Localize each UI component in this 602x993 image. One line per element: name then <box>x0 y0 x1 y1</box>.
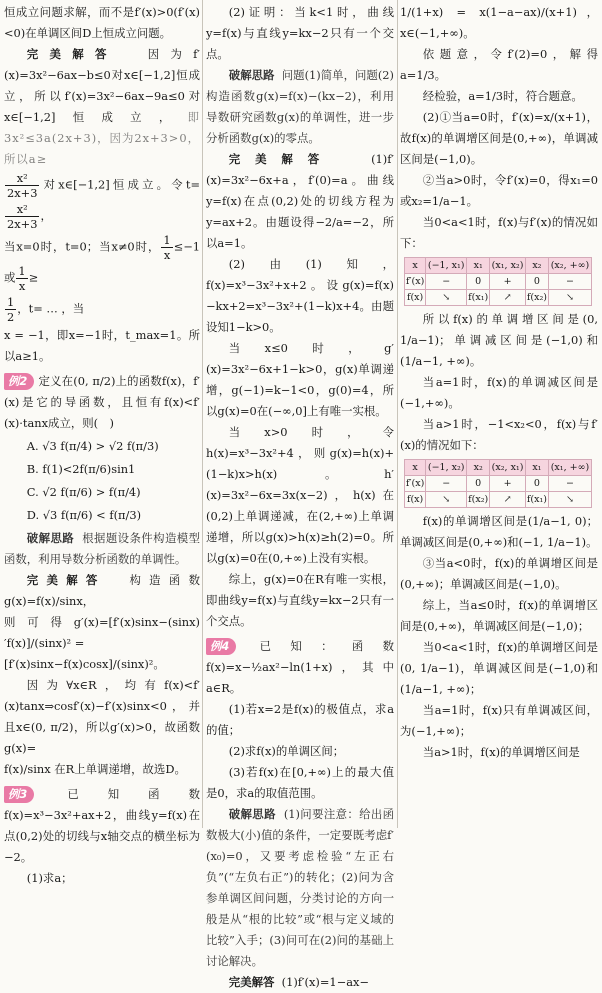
paragraph: $\frac{\text{x²}}{2x+3}$ 对x∈[−1,2]恒成立。令t= $\frac{\text{x²}}{2x+3}$ ， <box>7 171 200 231</box>
text: 对x∈[−1,2]恒成立。令t= <box>40 177 200 192</box>
table-row: f′(x) − 0 + 0 − <box>405 274 592 290</box>
approach-paragraph: 破解思路 问题(1)简单，问题(2)构造函数g(x)=f(x)−(kx−2)，利用导数研究函数g(x)的单调性，进一步分析函数g(x)的零点。 <box>206 68 394 145</box>
paragraph: 当a>1时，f(x)的单调增区间是 <box>422 745 580 759</box>
question: (1)若x=2是f(x)的极值点，求a的值； <box>206 702 394 737</box>
column-right <box>400 2 598 826</box>
paragraph: 1/(1+x) = x(1−a−ax)/(x+1)，x∈(−1,+∞)。 <box>400 5 598 40</box>
table-row: f′(x) − 0 + 0 − <box>405 476 592 492</box>
sign-table-2 <box>404 459 592 508</box>
paragraph: ②当a>0时，令f′(x)=0，得x₁=0或x₂=1/a−1。 <box>400 173 598 208</box>
paragraph: 当a=1时，f(x)的单调减区间是(−1,+∞)。 <box>400 375 598 410</box>
example-3-stem: 例3 已知函数f(x)=x³−3x²+ax+2，曲线y=f(x)在点(0,2)处的切线与x轴交点的横坐标为−2。 <box>4 787 200 864</box>
solution-heading: 完美解答 <box>26 47 118 61</box>
table-row: f(x) ↘ f(x₁) ↗ f(x₂) ↘ <box>405 290 592 306</box>
paragraph: 综上，g(x)=0在R有唯一实根，即曲线y=f(x)与直线y=kx−2只有一个交点。 <box>206 572 394 628</box>
paragraph: 当x>0时，令h(x)=x³−3x²+4，则g(x)=h(x)+(1−k)x>h(x)。h′(x)=3x²−6x=3x(x−2)，h(x)在(0,2)上单调递减，在(2,+∞)上单调递增，所以g(x)>h(x)≥h(2)=0。所以g(x)=0在(0,+∞)上没有实根。 <box>206 425 394 565</box>
solution-paragraph <box>4 44 200 170</box>
example-badge: 例4 <box>206 638 236 655</box>
example-badge: 例2 <box>4 373 34 390</box>
paragraph: $\frac{1}{2}$ ，t= … ，当 <box>7 295 85 324</box>
paragraph: f(x)/sinx 在R上单调递增，故选D。 <box>4 762 186 776</box>
table-row: f(x) ↘ f(x₂) ↗ f(x₁) ↘ <box>405 492 592 508</box>
paragraph: 当0<a<1时，f(x)的单调增区间是(0, 1/a−1)，单调减区间是(−1,0)和(1/a−1, +∞)； <box>400 640 598 696</box>
fraction: $\frac{\text{x²}}{2x+3}$ <box>7 202 38 231</box>
paragraph: 恒成立问题求解，而不是f′(x)>0(f′(x)<0)在单调区间D上恒成立问题。 <box>4 5 200 40</box>
paragraph: 则可得g′(x)=[f′(x)sinx−(sinx)′f(x)]/(sinx)² = <box>4 615 200 650</box>
paragraph: ③当a<0时，f(x)的单调增区间是(0,+∞)；单调减区间是(−1,0)。 <box>400 556 598 591</box>
paragraph: 当x≤0时，g′(x)=3x²−6x+1−k>0，g(x)单调递增，g(−1)=k−1<0，g(0)=4，所以g(x)=0在(−∞,0]上有唯一实根。 <box>206 341 394 418</box>
solution-text: 因为f′(x)=3x²−6ax−b≤0对x∈[−1,2]恒成立，所以f′(x)=3x²−6ax−9a≤0对x∈[−1,2]恒成立， <box>4 47 200 124</box>
paragraph: 当0<a<1时，f(x)与f′(x)的情况如下： <box>400 215 598 250</box>
paragraph: 当x=0时，t=0；当x≠0时， $\frac{1}{x}$ ≤−1或 $\frac{1}{x}$ ≥ <box>4 233 200 293</box>
fraction: $\frac{1}{x}$ <box>163 233 171 262</box>
question: (2)求f(x)的单调区间； <box>228 744 345 758</box>
question: (2)证明：当k<1时，曲线y=f(x)与直线y=kx−2只有一个交点。 <box>206 5 394 61</box>
fraction: $\frac{\text{x²}}{2x+3}$ <box>7 171 38 200</box>
cut-off-text: 即3x²≤3a(2x+3)，因为2x+3>0，所以a≥ <box>4 110 200 166</box>
option-a: A. √3 f(π/4) > √2 f(π/3) <box>26 439 159 453</box>
example-2-stem: 例2 定义在(0, π/2)上的函数f(x)，f′(x)是它的导函数，且恒有f(x)<f′(x)·tanx成立，则( ) <box>4 374 200 430</box>
paragraph: [f′(x)sinx−f(x)cosx]/(sinx)²。 <box>4 657 165 671</box>
column-divider <box>202 0 203 828</box>
paragraph: x = −1，即x=−1时，t_max=1。所以a≥1。 <box>4 328 200 363</box>
question: (3)若f(x)在[0,+∞)上的最大值是0，求a的取值范围。 <box>206 765 394 800</box>
paragraph: 依题意，令f′(2)=0，解得a=1/3。 <box>400 47 598 82</box>
paragraph: 当a>1时，−1<x₂<0，f(x)与f′(x)的情况如下： <box>400 417 598 452</box>
paragraph: 综上，当a≤0时，f(x)的单调增区间是(0,+∞)，单调减区间是(−1,0)； <box>400 598 598 633</box>
paragraph: (2)由(1)知，f(x)=x³−3x²+x+2。设g(x)=f(x)−kx+2=x³−3x²+(1−k)x+4。由题设知1−k>0。 <box>206 257 394 334</box>
column-divider <box>397 0 398 828</box>
fraction: $\frac{1}{2}$ <box>7 295 15 324</box>
column-left <box>4 2 200 885</box>
table-header-row: x (−1, x₁) x₁ (x₁, x₂) x₂ (x₂, +∞) <box>405 258 592 274</box>
option-b: B. f(1)<2f(π/6)sin1 <box>26 462 136 476</box>
approach-paragraph: 破解思路 (1)问要注意：给出函数极大(小)值的条件，一定要既考虑f′(x₀)=0，又要考虑检验“左正右负”(“左负右正”)的转化；(2)问为含参单调区间问题，分类讨论的方向一般是从“根的比较”或“根与定义域的比较”入手；(3)问可在(2)问的基础上讨论解决。 <box>206 807 394 968</box>
solution-paragraph: 完美解答 (1)f′(x)=3x²−6x+a，f′(0)=a。曲线y=f(x)在点(0,2)处的切线方程为y=ax+2。由题设得−2/a=−2，所以a=1。 <box>206 152 394 250</box>
option-c: C. √2 f(π/6) > f(π/4) <box>26 485 141 499</box>
sign-table-1 <box>404 257 592 306</box>
solution-paragraph: 完美解答 构造函数g(x)=f(x)/sinx， <box>4 573 200 608</box>
example-4-stem: 例4 已知：函数f(x)=x−½ax²−ln(1+x)，其中a∈R。 <box>206 639 394 695</box>
approach-paragraph: 破解思路 根据题设条件构造模型函数，利用导数分析函数的单调性。 <box>4 531 200 566</box>
column-middle <box>206 2 394 989</box>
table-header-row: x (−1, x₂) x₂ (x₂, x₁) x₁ (x₁, +∞) <box>405 460 592 476</box>
paragraph: f(x)的单调增区间是(1/a−1, 0)；单调减区间是(0,+∞)和(−1, 1/a−1)。 <box>400 514 598 549</box>
paragraph: 当a=1时，f(x)只有单调减区间，为(−1,+∞)； <box>400 703 598 738</box>
paragraph: 经检验，a=1/3时，符合题意。 <box>422 89 583 103</box>
solution-paragraph: 完美解答 (1)f′(x)=1−ax− <box>228 975 369 989</box>
paragraph: 所以f(x)的单调增区间是(0, 1/a−1)；单调减区间是(−1,0)和(1/a−1, +∞)。 <box>400 312 598 368</box>
question: (1)求a； <box>26 871 73 885</box>
example-badge: 例3 <box>4 786 34 803</box>
paragraph: (2)①当a=0时，f′(x)=x/(x+1)，故f(x)的单调增区间是(0,+∞)，单调减区间是(−1,0)。 <box>400 110 598 166</box>
paragraph: 因为∀x∈R，均有f(x)<f′(x)tanx⇒cosf′(x)−f′(x)sinx<0，并且x∈(0, π/2)，所以g′(x)>0，故函数g(x)= <box>4 678 200 755</box>
fraction: $\frac{1}{x}$ <box>18 264 26 293</box>
option-d: D. √3 f(π/6) < f(π/3) <box>26 508 142 522</box>
